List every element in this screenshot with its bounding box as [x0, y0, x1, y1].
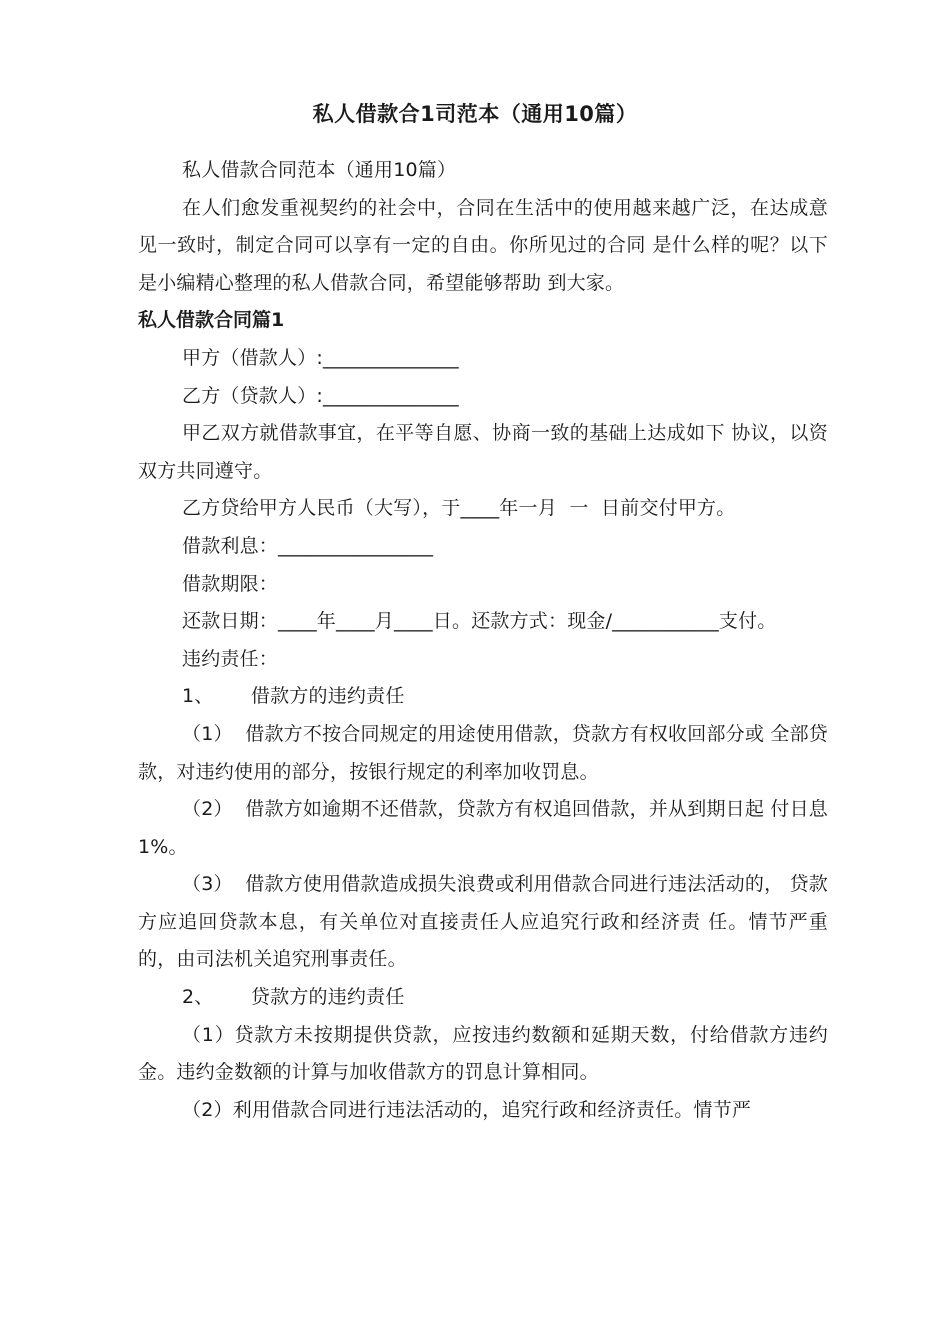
paragraph: 乙方贷给甲方人民币（大写），于____年一月 一 日前交付甲方。 — [182, 497, 736, 520]
paragraph: 1、 借款方的违约责任 — [182, 685, 405, 708]
document-body — [138, 152, 828, 1129]
paragraph: 借款期限： — [182, 572, 279, 595]
paragraph: （2） 借款方如逾期不还借款，贷款方有权追回借款，并从到期日起 付日息1%。 — [138, 798, 828, 858]
paragraph: （2）利用借款合同进行违法活动的，追究行政和经济责任。情节严 — [182, 1098, 752, 1121]
paragraph: 违约责任： — [182, 647, 279, 670]
paragraph: （1）贷款方未按期提供贷款，应按违约数额和延期天数，付给借款方违约金。违约金数额的计算与加收借款方的罚息计算相同。 — [138, 1023, 828, 1084]
paragraph: 2、 贷款方的违约责任 — [182, 986, 405, 1009]
paragraph: 乙方（贷款人）:______________ — [182, 384, 459, 407]
paragraph: 甲方（借款人）:______________ — [182, 346, 459, 369]
paragraph: 在人们愈发重视契约的社会中，合同在生活中的使用越来越广泛，在达成意见一致时，制定合同可以享有一定的自由。你所见过的合同 是什么样的呢？以下是小编精心整理的私人借款合同，希望能够帮助 到大家。 — [138, 196, 828, 294]
paragraph: 借款利息：________________ — [182, 534, 434, 557]
paragraph: （1） 借款方不按合同规定的用途使用借款，贷款方有权收回部分或 全部贷款，对违约使用的部分，按银行规定的利率加收罚息。 — [138, 722, 828, 783]
paragraph: 私人借款合同范本（通用10篇） — [182, 159, 457, 181]
paragraph: （3） 借款方使用借款造成损失浪费或利用借款合同进行违法活动的， 贷款方应追回贷款本息，有关单位对直接责任人应追究行政和经济责 任。情节严重的，由司法机关追究刑事责任。 — [138, 873, 828, 971]
paragraph: 还款日期：____年____月____日。还款方式：现金/___________支付。 — [182, 610, 777, 633]
section-heading: 私人借款合同篇1 — [138, 309, 285, 332]
paragraph: 甲乙双方就借款事宜，在平等自愿、协商一致的基础上达成如下 协议，以资双方共同遵守。 — [138, 422, 828, 482]
document-title: 私人借款合1司范本（通用10篇） — [312, 102, 638, 126]
